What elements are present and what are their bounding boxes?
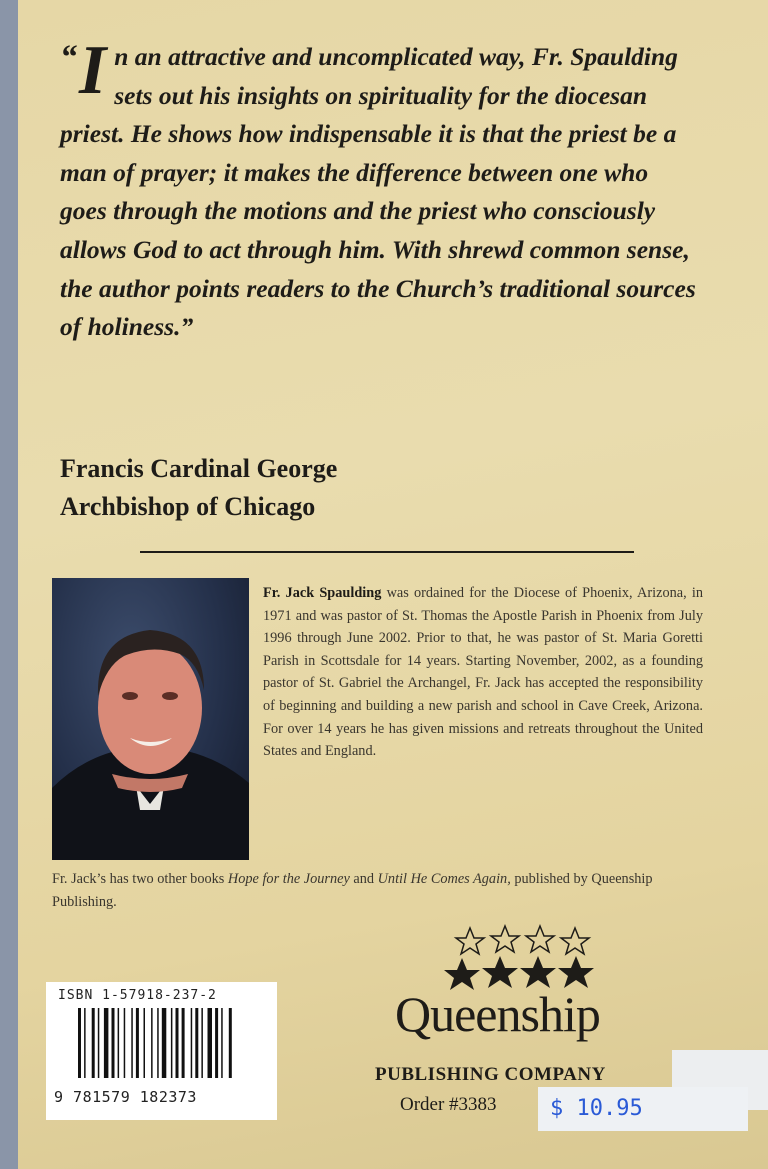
- barcode-number: 9 781579 182373: [54, 1088, 197, 1106]
- books-prefix: Fr. Jack’s has two other books: [52, 871, 228, 887]
- barcode-bar: [191, 1008, 193, 1078]
- barcode-bar: [229, 1008, 232, 1078]
- books-suffix: published by Queenship Publishing.: [52, 871, 653, 910]
- price-sticker: $ 10.95: [538, 1087, 748, 1131]
- drop-cap: I: [79, 32, 107, 109]
- barcode-label: [46, 982, 277, 1120]
- barcode-bar: [84, 1008, 86, 1078]
- books-and: and: [349, 871, 378, 887]
- quote-text: n an attractive and uncomplicated way, Fr. Spaulding sets out his insights on spirituality for the diocesan priest. He shows how indispensable it is that the priest be a man of prayer; it makes the difference between one who goes through the motions and the priest who consciously allows God to act through him. With shrewd common sense, the author points readers to the Church’s traditional sources of holiness.”: [60, 42, 696, 342]
- divider-rule: [140, 551, 634, 553]
- book-title-1: Hope for the Journey: [227, 871, 350, 887]
- barcode-bar: [104, 1008, 109, 1078]
- publisher-name: PUBLISHING COMPANY: [375, 1064, 606, 1085]
- barcode-bar: [112, 1008, 115, 1078]
- order-number: Order #3383: [400, 1094, 497, 1115]
- isbn-text: ISBN 1-57918-237-2: [58, 988, 217, 1003]
- endorsement-quote: [60, 32, 700, 347]
- author-photo: [52, 578, 249, 860]
- barcode-bar: [92, 1008, 95, 1078]
- attribution-title: Archbishop of Chicago: [60, 492, 316, 521]
- barcode-bar: [195, 1008, 198, 1078]
- barcode-bar: [124, 1008, 126, 1078]
- barcode-bar: [221, 1008, 223, 1078]
- barcode-bar: [136, 1008, 139, 1078]
- barcode-bar: [98, 1008, 100, 1078]
- barcode-bar: [176, 1008, 179, 1078]
- author-bio: [263, 582, 703, 763]
- barcode-bar: [162, 1008, 167, 1078]
- attribution-name: Francis Cardinal George: [60, 454, 338, 483]
- publisher-logo-text: Queenship: [395, 986, 600, 1042]
- barcode-bar: [144, 1008, 146, 1078]
- bio-text: was ordained for the Diocese of Phoenix, Arizona, in 1971 and was pastor of St. Thomas the Apostle Parish in Phoenix from July 1996 through June 2002. Prior to that, he was pastor of St. Maria Goretti Parish in Scottsdale for 14 years. Starting November, 2002, as a founding pastor of St. Gabriel the Archangel, Fr. Jack has accepted the responsibility of beginning and building a new parish and school in Cave Creek, Arizona. For over 14 years he has given missions and retreats throughout the United States and England.: [263, 585, 703, 760]
- barcode-bar: [151, 1008, 153, 1078]
- author-name: Fr. Jack Spaulding: [263, 585, 382, 601]
- barcode-bar: [171, 1008, 173, 1078]
- barcode-bar: [201, 1008, 203, 1078]
- barcode-bar: [208, 1008, 213, 1078]
- book-title-2: Until He Comes Again,: [377, 871, 511, 887]
- barcode-bars: [78, 1008, 266, 1078]
- barcode-bar: [215, 1008, 218, 1078]
- open-quote-mark: “: [60, 39, 77, 76]
- barcode-bar: [78, 1008, 81, 1078]
- barcode-bar: [118, 1008, 120, 1078]
- other-books: [52, 868, 702, 913]
- barcode-bar: [157, 1008, 159, 1078]
- quote-attribution: [60, 450, 337, 526]
- barcode-bar: [131, 1008, 133, 1078]
- barcode-bar: [182, 1008, 185, 1078]
